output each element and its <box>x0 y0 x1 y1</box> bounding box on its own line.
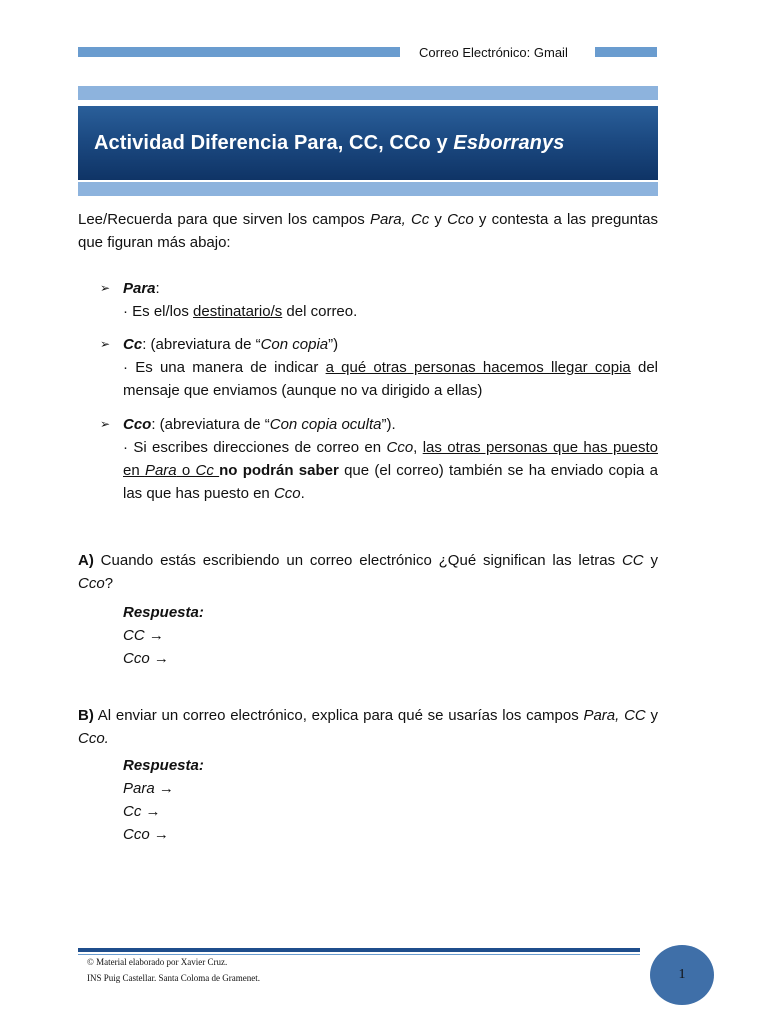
footer-rule-thick <box>78 948 640 952</box>
bullet-cc-description: · Es una manera de indicar a qué otras personas hacemos llegar copia del mensaje que enviamos (aunque no va dirigido a ellas) <box>123 359 659 399</box>
question-a: A) Cuando estás escribiendo un correo electrónico ¿Qué significan las letras CC y Cco? <box>78 552 658 592</box>
bullet-para-heading: Para: <box>123 280 160 297</box>
bullet-cc-heading: Cc: (abreviatura de “Con copia”) <box>123 336 339 353</box>
page-title: Actividad Diferencia Para, CC, CCo y Esborranys <box>94 131 565 154</box>
answer-b-line: Cc → <box>123 803 161 820</box>
answer-a-label: Respuesta: <box>123 604 204 621</box>
answer-b-label: Respuesta: <box>123 757 204 774</box>
title-band-bottom <box>78 182 658 196</box>
page-number-badge <box>650 945 714 1005</box>
bullet-arrow-icon: ➢ <box>100 417 111 431</box>
title-band-top <box>78 86 658 100</box>
intro-paragraph: Lee/Recuerda para que sirven los campos Para, Cc y Cco y contesta a las preguntas que figuran más abajo: <box>78 211 658 251</box>
question-b: B) Al enviar un correo electrónico, explica para qué se usarías los campos Para, CC y Cco. <box>78 707 658 747</box>
footer-rule-thin <box>78 954 640 955</box>
bullet-cco-description: · Si escribes direcciones de correo en Cco, las otras personas que has puesto en Para o Cc no podrán saber que (el correo) también se ha enviado copia a las que has puesto en Cco. <box>123 439 658 502</box>
answer-a-line: Cco → <box>123 650 169 667</box>
footer-credit: © Material elaborado por Xavier Cruz. <box>87 957 228 967</box>
answer-b-line: Para → <box>123 780 174 797</box>
footer-school: INS Puig Castellar. Santa Coloma de Gramenet. <box>87 973 260 983</box>
answer-a-line: CC → <box>123 627 164 644</box>
bullet-cco-heading: Cco: (abreviatura de “Con copia oculta”). <box>123 416 396 433</box>
running-header-title: Correo Electrónico: Gmail <box>419 45 568 60</box>
answer-b-line: Cco → <box>123 826 169 843</box>
header-bar-right <box>595 47 657 57</box>
bullet-arrow-icon: ➢ <box>100 281 111 295</box>
bullet-para-description: · Es el/los destinatario/s del correo. <box>123 303 358 320</box>
page-number: 1 <box>678 967 686 982</box>
title-banner <box>78 106 658 180</box>
header-bar-left <box>78 47 400 57</box>
bullet-arrow-icon: ➢ <box>100 337 111 351</box>
